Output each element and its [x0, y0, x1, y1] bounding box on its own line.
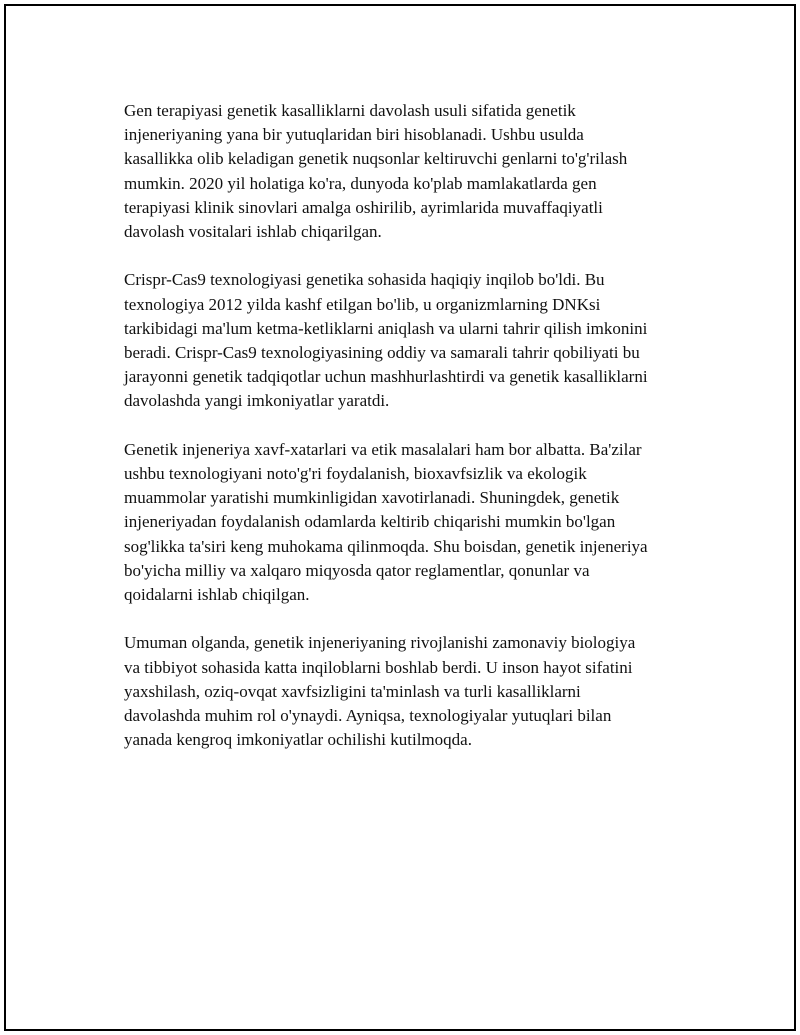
text-line: qoidalarni ishlab chiqilgan.: [124, 585, 310, 605]
text-line: Crispr-Cas9 texnologiyasi genetika sohasida haqiqiy inqilob bo'ldi. Bu: [124, 270, 605, 290]
page-border: [4, 4, 796, 1031]
text-line: ushbu texnologiyani noto'g'ri foydalanish, bioxavfsizlik va ekologik: [124, 464, 587, 484]
text-line: bo'yicha milliy va xalqaro miqyosda qator reglamentlar, qonunlar va: [124, 560, 590, 580]
text-line: Genetik injeneriya xavf-xatarlari va etik masalalari ham bor albatta. Ba'zilar: [124, 439, 642, 459]
text-line: Umuman olganda, genetik injeneriyaning rivojlanishi zamonaviy biologiya: [124, 633, 636, 653]
text-line: yanada kengroq imkoniyatlar ochilishi kutilmoqda.: [124, 730, 472, 750]
text-line: injeneriyadan foydalanish odamlarda keltirib chiqarishi mumkin bo'lgan: [124, 512, 616, 532]
text-line: tarkibidagi ma'lum ketma-ketliklarni aniqlash va ularni tahrir qilish imkonini: [124, 318, 648, 338]
text-line: terapiyasi klinik sinovlari amalga oshirilib, ayrimlarida muvaffaqiyatli: [124, 197, 603, 217]
text-line: injeneriyaning yana bir yutuqlaridan biri hisoblanadi. Ushbu usulda: [124, 125, 584, 145]
text-line: muammolar yaratishi mumkinligidan xavotirlanadi. Shuningdek, genetik: [124, 488, 620, 508]
text-line: davolashda yangi imkoniyatlar yaratdi.: [124, 391, 390, 411]
text-line: beradi. Crispr-Cas9 texnologiyasining oddiy va samarali tahrir qobiliyati bu: [124, 343, 640, 363]
text-line: jarayonni genetik tadqiqotlar uchun mashhurlashtirdi va genetik kasalliklarni: [124, 367, 648, 387]
paragraph-crispr: [124, 268, 709, 413]
paragraph-conclusion: [124, 631, 709, 752]
paragraph-risks-ethics: [124, 438, 709, 607]
text-line: Gen terapiyasi genetik kasalliklarni davolash usuli sifatida genetik: [124, 101, 576, 120]
text-line: texnologiya 2012 yilda kashf etilgan bo'lib, u organizmlarning DNKsi: [124, 294, 601, 314]
text-line: davolashda muhim rol o'ynaydi. Ayniqsa, texnologiyalar yutuqlari bilan: [124, 706, 612, 726]
text-line: kasallikka olib keladigan genetik nuqsonlar keltiruvchi genlarni to'g'rilash: [124, 149, 628, 169]
text-line: yaxshilash, oziq-ovqat xavfsizligini ta'minlash va turli kasalliklarni: [124, 681, 581, 701]
paragraph-gene-therapy: [124, 99, 709, 244]
text-line: davolash vositalari ishlab chiqarilgan.: [124, 222, 382, 242]
text-line: va tibbiyot sohasida katta inqiloblarni boshlab berdi. U inson hayot sifatini: [124, 657, 633, 677]
text-line: mumkin. 2020 yil holatiga ko'ra, dunyoda ko'plab mamlakatlarda gen: [124, 173, 597, 193]
text-line: sog'likka ta'siri keng muhokama qilinmoqda. Shu boisdan, genetik injeneriya: [124, 536, 648, 556]
document-body: [124, 99, 709, 777]
